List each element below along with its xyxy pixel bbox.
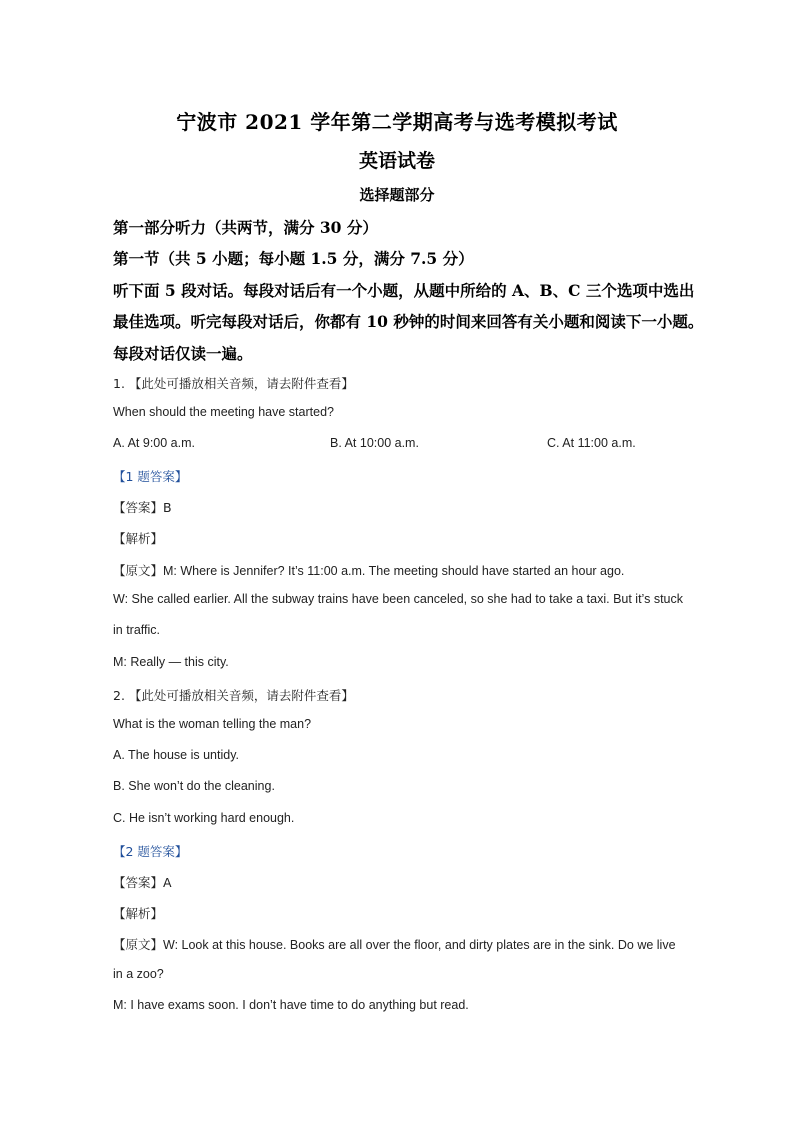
section-title: 选择题部分 xyxy=(359,186,435,204)
instruction-line-2: 最佳选项。听完每段对话后，你都有 10 秒钟的时间来回答有关小题和阅读下一小题。 xyxy=(113,312,704,331)
q2-transcript-line-3: M: I have exams soon. I don’t have time to do anything but read. xyxy=(113,998,469,1012)
q2-question: What is the woman telling the man? xyxy=(113,717,312,731)
q2-answer: 【答案】A xyxy=(113,875,172,890)
q1-answer-heading: 【1 题答案】 xyxy=(113,469,188,484)
q1-question: When should the meeting have started? xyxy=(113,405,334,419)
q2-audio-link[interactable]: 2. 【此处可播放相关音频，请去附件查看】 xyxy=(113,688,354,703)
q1-option-c: C. At 11:00 a.m. xyxy=(547,436,636,450)
q1-transcript-line-4: M: Really — this city. xyxy=(113,655,229,669)
q1-option-b: B. At 10:00 a.m. xyxy=(330,436,419,450)
q2-option-b: B. She won’t do the cleaning. xyxy=(113,779,275,793)
q2-option-c: C. He isn’t working hard enough. xyxy=(113,811,295,825)
q1-transcript-line-1: 【原文】M: Where is Jennifer? It’s 11:00 a.m. The meeting should have started an hour ago. xyxy=(113,564,625,578)
q2-option-a: A. The house is untidy. xyxy=(113,748,240,762)
instruction-line-1: 听下面 5 段对话。每段对话后有一个小题，从题中所给的 A、B、C 三个选项中选出 xyxy=(113,281,695,300)
q1-option-a: A. At 9:00 a.m. xyxy=(113,436,195,450)
q1-transcript-line-3: in traffic. xyxy=(113,623,161,637)
q2-answer-heading: 【2 题答案】 xyxy=(113,844,188,859)
part1-subheading: 第一节（共 5 小题；每小题 1.5 分，满分 7.5 分） xyxy=(113,249,474,268)
q1-transcript-line-2: W: She called earlier. All the subway trains have been canceled, so she had to take a taxi. But it’s stuck xyxy=(113,592,684,606)
exam-title: 宁波市 2021 学年第二学期高考与选考模拟考试 xyxy=(176,110,618,134)
q1-audio-link[interactable]: 1. 【此处可播放相关音频，请去附件查看】 xyxy=(113,376,354,391)
part1-heading: 第一部分听力（共两节，满分 30 分） xyxy=(113,218,378,237)
q1-answer: 【答案】B xyxy=(113,500,172,515)
exam-subtitle: 英语试卷 xyxy=(358,150,435,172)
q1-analysis-label: 【解析】 xyxy=(113,531,164,546)
q2-analysis-label: 【解析】 xyxy=(113,906,164,921)
q2-transcript-line-2: in a zoo? xyxy=(113,967,164,981)
q2-transcript-line-1: 【原文】W: Look at this house. Books are all over the floor, and dirty plates are in the sink. Do we live xyxy=(113,938,676,952)
instruction-line-3: 每段对话仅读一遍。 xyxy=(113,344,253,363)
